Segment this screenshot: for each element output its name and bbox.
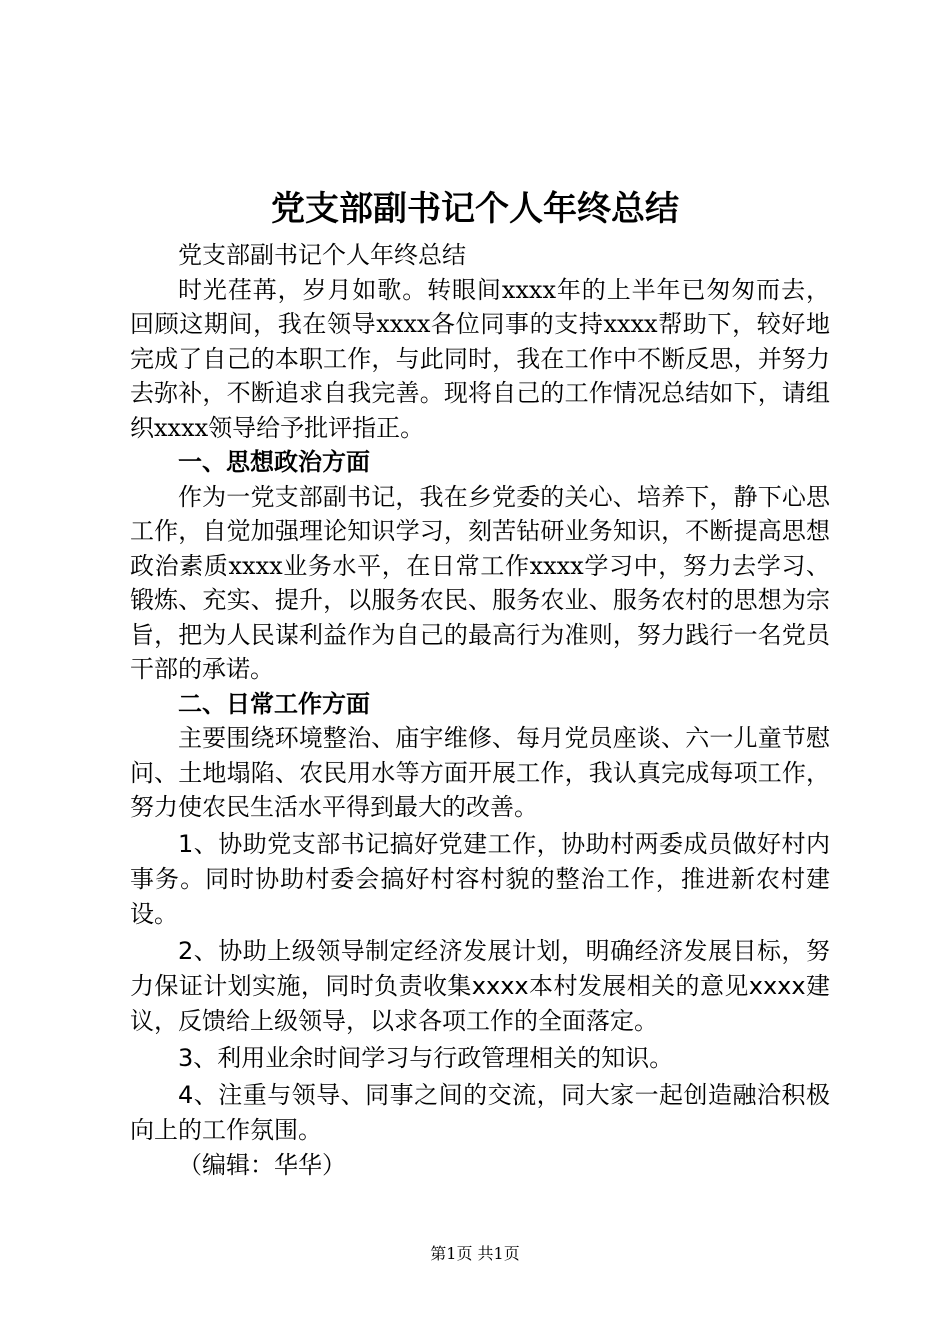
list-item-4: 4、注重与领导、同事之间的交流，同大家一起创造融洽积极向上的工作氛围。 [130, 1080, 830, 1144]
subtitle-paragraph: 党支部副书记个人年终总结 [178, 241, 466, 269]
list-item-3: 3、利用业余时间学习与行政管理相关的知识。 [178, 1043, 674, 1072]
section-heading-political: 一、思想政治方面 [178, 447, 370, 476]
list-item-2: 2、协助上级领导制定经济发展计划，明确经济发展目标，努力保证计划实施，同时负责收集xxxx本村发展相关的意见xxxx建议，反馈给上级领导，以求各项工作的全面落定。 [130, 936, 830, 1035]
political-paragraph: 作为一党支部副书记，我在乡党委的关心、培养下，静下心思工作，自觉加强理论知识学习，刻苦钻研业务知识，不断提高思想政治素质xxxx业务水平，在日常工作xxxx学习中，努力去学习、锻炼、充实、提升，以服务农民、服务农业、服务农村的思想为宗旨，把为人民谋利益作为自己的最高行为准则，努力践行一名党员干部的承诺。 [130, 482, 830, 683]
editor-credit: （编辑：华华） [178, 1150, 346, 1179]
page-footer: 第1页 共1页 [430, 1244, 520, 1263]
daily-work-paragraph: 主要围绕环境整治、庙宇维修、每月党员座谈、六一儿童节慰问、土地塌陷、农民用水等方面开展工作，我认真完成每项工作，努力使农民生活水平得到最大的改善。 [130, 724, 830, 821]
intro-paragraph: 时光荏苒，岁月如歌。转眼间xxxx年的上半年已匆匆而去，回顾这期间，我在领导xxxx各位同事的支持xxxx帮助下，较好地完成了自己的本职工作，与此同时，我在工作中不断反思，并努力去弥补，不断追求自我完善。现将自己的工作情况总结如下，请组织xxxx领导给予批评指正。 [130, 275, 830, 442]
list-item-1: 1、协助党支部书记搞好党建工作，协助村两委成员做好村内事务。同时协助村委会搞好村容村貌的整治工作，推进新农村建设。 [130, 829, 830, 928]
section-heading-daily-work: 二、日常工作方面 [178, 688, 370, 718]
document-title: 党支部副书记个人年终总结 [271, 189, 679, 229]
document-body [130, 238, 830, 1182]
